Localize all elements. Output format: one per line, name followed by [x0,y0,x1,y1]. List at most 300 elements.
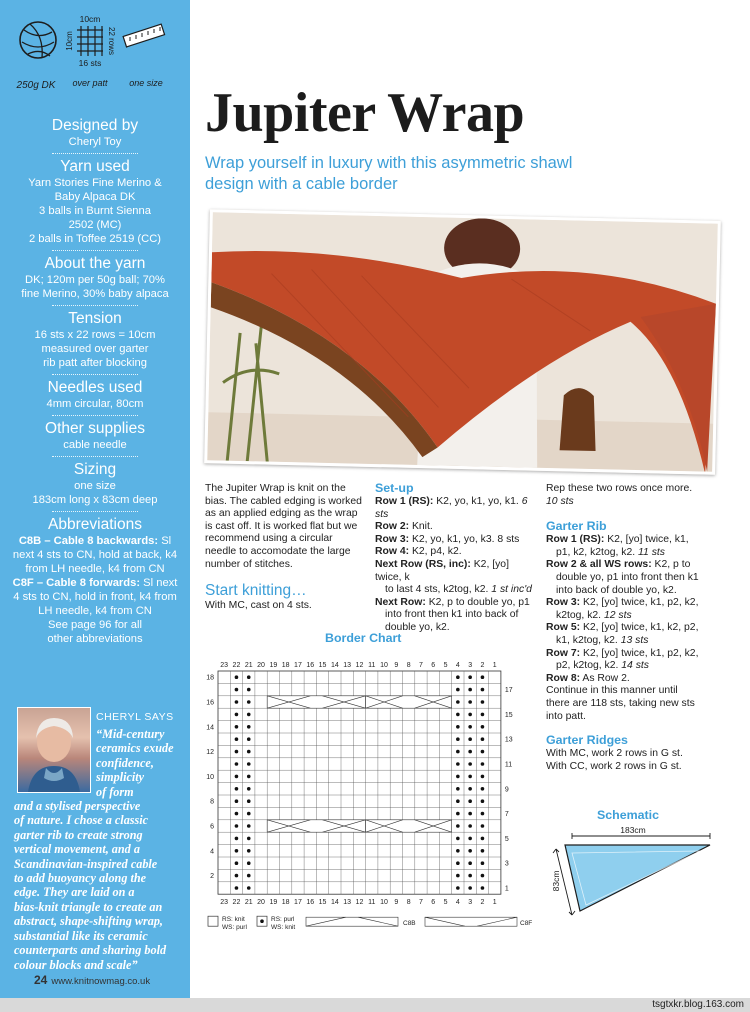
schematic-title: Schematic [597,808,659,822]
setup-next-row-2 [375,597,533,635]
row-label: 10 [206,773,214,781]
border-chart-title: Border Chart [325,631,402,645]
purl-dot [247,799,251,803]
row-note: 14 sts [621,660,650,672]
schematic-width-label: 183cm [620,825,646,835]
credit-text: tsgtxkr.blog.163.com [652,999,744,1010]
gr-row-7 [546,648,736,673]
row-note: 1 st inc'd [491,584,532,596]
row-label: 7 [504,811,509,819]
yarn-used-line: Yarn Stories Fine Merino & [28,177,162,189]
designer-name: Cheryl Toy [68,136,122,148]
sizing-line: 183cm long x 83cm deep [32,494,158,506]
yarn-used-heading: Yarn used [60,158,130,175]
row-label: 9 [504,786,509,794]
purl-dot [481,886,485,890]
purl-dot [481,688,485,692]
purl-dot [235,787,239,791]
purl-dot [468,750,472,754]
purl-dot [456,725,460,729]
cable-cell [267,696,365,708]
tension-heading: Tension [68,310,122,327]
purl-dot [247,837,251,841]
purl-dot [235,874,239,878]
tension-left-label: 10cm [65,31,74,51]
sizing-heading: Sizing [73,461,117,478]
legend-c8f: C8F [520,920,533,928]
purl-dot [468,700,472,704]
purl-dot [235,675,239,679]
row-text: K2, yo, k1, yo, k3. 8 sts [411,533,520,545]
cheryl-says-label: CHERYL SAYS [96,711,174,723]
size-label: one size [129,78,163,88]
abbr-c8f-text: Sl next 4 sts to CN, hold in front, k4 from LH needle, k4 from CN [13,577,178,617]
row-label: 4 [210,848,214,856]
quote-line: abstract, shape-shifting wrap, [14,914,163,929]
col-label: 4 [455,899,460,907]
row-label: 3 [504,860,509,868]
rep-line: Rep these two rows once more. [546,483,693,494]
row-text: into back of double yo, k2. [556,584,677,596]
col-label: 4 [455,662,460,669]
purl-dot [235,824,239,828]
designer-quote [14,727,186,972]
purl-dot [247,849,251,853]
continue-line: there are 118 sts, taking new sts [546,697,695,709]
row-text: K2, p to double yo, p1 [428,596,530,608]
needles-heading: Needles used [47,379,143,396]
purl-dot [235,799,239,803]
row-label: 13 [504,736,513,744]
purl-dot [481,737,485,741]
col-label: 20 [257,662,265,669]
legend-ws-purl: WS: purl [222,924,247,932]
purl-dot [481,775,485,779]
pattern-info-icons [0,0,190,110]
setup-heading: Set-up [375,481,414,495]
purl-dot [235,861,239,865]
col-label: 12 [355,899,364,907]
purl-dot [468,886,472,890]
col-label: 10 [380,662,388,669]
row-label: Row 1 (RS): [375,496,434,507]
abbreviations-heading: Abbreviations [48,516,142,533]
purl-dot [456,762,460,766]
col-label: 23 [220,662,229,669]
row-label: Row 5: [546,622,581,634]
schematic-diagram [550,823,730,923]
divider [52,374,138,375]
purl-dot [456,750,460,754]
rep-text [546,483,736,508]
row-label: Next Row (RS, inc): [375,558,471,570]
purl-dot [468,713,472,717]
row-text: As Row 2. [582,672,630,684]
abbr-c8b-term: C8B – Cable 8 backwards: [18,535,159,547]
divider [52,415,138,416]
purl-dot [456,787,460,791]
purl-dot [456,812,460,816]
row-text: p1, k2, k2tog, k2. [556,546,636,558]
tension-right-label: 22 rows [107,26,116,56]
abbr-c8f [0,576,190,618]
legend-purl-dot [260,919,264,923]
col-label: 21 [244,662,253,669]
purl-dot [456,700,460,704]
col-label: 20 [257,899,265,907]
legend-rs-knit: RS: knit [222,916,245,924]
col-label: 7 [418,662,423,669]
divider [52,250,138,251]
yarn-used-line: Baby Alpaca DK [54,191,136,203]
quote-line: and a stylised perspective [14,799,141,814]
rep-note: 10 sts [546,495,574,507]
quote-line: of form [96,784,134,799]
row-label: 11 [504,761,513,769]
purl-dot [247,886,251,890]
page-title: Jupiter Wrap [205,82,525,144]
purl-dot [481,837,485,841]
col-label: 22 [232,899,241,907]
continue-line: into patt. [546,710,586,722]
purl-dot [468,861,472,865]
purl-dot [235,886,239,890]
needles-text: 4mm circular, 80cm [46,398,144,410]
purl-dot [247,787,251,791]
purl-dot [456,688,460,692]
start-knitting-heading: Start knitting… [205,582,307,600]
yarn-used-line: 2502 (MC) [68,219,122,231]
quote-line: bias-knit triangle to create an [14,899,163,914]
col-label: 13 [343,899,352,907]
purl-dot [481,787,485,791]
row-label: Row 1 (RS): [546,534,605,546]
purl-dot [247,824,251,828]
purl-dot [468,688,472,692]
purl-dot [481,824,485,828]
row-text: K2, [yo] twice, k1, p2, k2, [582,647,699,659]
purl-dot [247,737,251,741]
col-label: 22 [232,662,241,669]
row-text: K2, [yo] twice, k [375,558,509,583]
col-label: 19 [269,662,278,669]
hero-photo [204,209,721,475]
purl-dot [456,775,460,779]
legend-ws-knit: WS: knit [271,924,296,932]
purl-dot [468,675,472,679]
row-label: Row 2: [375,521,410,533]
legend-c8f-box [425,917,517,926]
col-label: 5 [443,899,448,907]
garter-rib-heading: Garter Rib [546,519,607,534]
setup-row-3 [375,534,533,547]
about-yarn-line: DK; 120m per 50g ball; 70% [25,274,165,286]
purl-dot [247,713,251,717]
row-cont [375,584,533,597]
purl-dot [481,750,485,754]
row-text: double yo, k2. [385,621,450,633]
intro-text: The Jupiter Wrap is knit on the bias. The cabled edging is worked as an applied edging as the wrap is cast off. It is worked flat but we recommend using a circular needle to accomodate the large number of stitches. [205,483,362,570]
start-knitting-text: With MC, cast on 4 sts. [205,600,312,612]
quote-line: to add buoyancy along the [14,871,147,886]
row-label: 8 [210,798,214,806]
row-text: K2, [yo] twice, k1, p2, k2, [582,597,699,609]
quote-line: edge. They are laid on a [14,885,135,900]
purl-dot [481,700,485,704]
row-note: 12 sts [603,609,632,621]
divider [52,456,138,457]
col-label: 8 [406,899,411,907]
cable-cell [366,696,452,708]
row-text: K2, p to [654,559,691,571]
quote-line: counterparts and sharing bold [14,943,167,958]
row-note: 6 sts [375,496,528,520]
row-label: 1 [504,885,509,893]
col-label: 6 [431,662,436,669]
purl-dot [247,675,251,679]
yarn-ball-icon [20,22,56,58]
purl-dot [481,812,485,816]
info-sidebar [0,0,190,998]
divider [52,153,138,154]
purl-dot [481,725,485,729]
row-label: 15 [504,711,513,719]
tension-bottom-label: 16 sts [78,58,102,68]
quote-line: colour blocks and scale” [14,957,138,972]
quote-line: vertical movement, and a [14,842,140,857]
row-label: Row 8: [546,672,581,684]
row-label: 18 [206,674,214,682]
purl-dot [481,849,485,853]
col-label: 9 [394,899,399,907]
purl-dot [456,861,460,865]
purl-dot [247,762,251,766]
col-label: 9 [394,662,399,669]
purl-dot [468,787,472,791]
col-label: 23 [220,899,229,907]
setup-row-4 [375,546,533,559]
row-text: K2, yo, k1, yo, k1. [436,496,519,507]
setup-row-1 [375,496,533,521]
col-label: 7 [418,899,423,907]
row-text: double yo, p1 into front then k1 [556,571,699,583]
col-label: 2 [480,899,485,907]
row-label: Row 4: [375,546,410,558]
setup-next-row [375,559,533,597]
purl-dot [235,775,239,779]
row-label: Row 2 & all WS rows: [546,559,652,571]
row-label: Row 3: [375,533,410,545]
row-text: k1, k2tog, k2. [556,634,618,646]
row-label: 14 [206,724,214,732]
purl-dot [247,861,251,865]
col-label: 14 [330,899,339,907]
purl-dot [456,886,460,890]
quote-line: substantial like its ceramic [14,928,148,943]
col-label: 2 [480,662,485,669]
purl-dot [468,799,472,803]
setup-column [375,481,533,635]
purl-dot [456,874,460,878]
legend-rs-purl: RS: purl [271,916,295,924]
row-label: 2 [210,873,214,881]
footer-url[interactable]: www.knitnowmag.co.uk [51,976,151,987]
purl-dot [468,737,472,741]
purl-dot [235,725,239,729]
purl-dot [247,812,251,816]
setup-row-2 [375,521,533,534]
row-label: 12 [206,749,214,757]
row-label: Next Row: [375,596,426,608]
border-chart [203,652,533,942]
gr-row-1 [546,534,736,559]
row-label: 5 [504,835,509,843]
purl-dot [235,737,239,741]
credit-bar [0,998,750,1012]
purl-dot [468,775,472,779]
legend-knit-box [208,916,218,926]
wrap-photo-illustration [207,212,717,471]
col-label: 15 [318,662,327,669]
col-label: 12 [355,662,364,669]
row-text: K2, [yo] twice, k1, [607,534,689,546]
purl-dot [481,799,485,803]
other-supplies-text: cable needle [63,439,127,451]
purl-dot [468,874,472,878]
purl-dot [456,675,460,679]
yarn-used-line: 3 balls in Burnt Sienna [39,205,151,217]
col-label: 18 [281,662,290,669]
tape-measure-icon [123,24,164,47]
purl-dot [235,713,239,717]
purl-dot [235,837,239,841]
col-label: 14 [330,662,339,669]
purl-dot [456,837,460,841]
purl-dot [247,688,251,692]
quote-line: garter rib to create strong [14,827,143,842]
schematic-triangle [565,845,710,911]
tension-line: measured over garter [41,343,149,355]
garter-column [546,483,736,773]
purl-dot [456,737,460,741]
purl-dot [247,750,251,754]
row-note: 11 sts [638,546,665,558]
abbr-c8f-term: C8F – Cable 8 forwards: [12,577,141,589]
ridges-line: With MC, work 2 rows in G st. [546,748,683,760]
row-label: 6 [210,823,214,831]
tension-line: 16 sts x 22 rows = 10cm [34,329,156,341]
col-label: 1 [492,899,497,907]
abbr-more: See page 96 for all other abbreviations [47,619,143,645]
col-label: 3 [468,899,473,907]
purl-dot [247,725,251,729]
legend-c8b-box [306,917,398,926]
page-subtitle: Wrap yourself in luxury with this asymmetric shawl design with a cable border [205,154,573,193]
col-label: 13 [343,662,352,669]
purl-dot [235,762,239,766]
abbr-c8b [0,534,190,576]
gr-row-8 [546,673,736,686]
tension-patt-label: over patt [72,78,108,88]
row-text: K2, [yo] twice, k1, k2, p2, [582,622,699,634]
purl-dot [481,713,485,717]
row-text: to last 4 sts, k2tog, k2. [385,584,489,596]
row-label: Row 3: [546,597,581,609]
row-text: Knit. [411,521,433,533]
purl-dot [235,700,239,704]
purl-dot [456,849,460,853]
designed-by-heading: Designed by [51,117,139,134]
col-label: 6 [431,899,436,907]
cable-cell [366,820,452,832]
purl-dot [247,775,251,779]
page-number: 24 [34,973,48,987]
purl-dot [235,812,239,816]
designed-by-section [0,116,190,646]
col-label: 5 [443,662,448,669]
purl-dot [235,750,239,754]
quote-line: Scandinavian-inspired cable [14,856,158,871]
purl-dot [468,837,472,841]
col-label: 15 [318,899,327,907]
tension-line: rib patt after blocking [43,357,147,369]
purl-dot [456,713,460,717]
purl-dot [468,849,472,853]
quote-line: simplicity [96,770,145,785]
page-footer [34,973,150,987]
row-label: 16 [206,699,214,707]
about-yarn-heading: About the yarn [44,255,146,272]
col-label: 17 [294,662,302,669]
purl-dot [456,799,460,803]
purl-dot [456,824,460,828]
purl-dot [468,725,472,729]
row-text: K2, p4, k2. [411,546,462,558]
yarn-weight-label: 250g DK [16,80,56,91]
col-label: 11 [368,899,376,907]
row-label: 17 [504,687,513,695]
purl-dot [481,762,485,766]
col-label: 17 [294,899,302,907]
row-text: p2, k2tog, k2. [556,660,619,672]
quote-line: of nature. I chose a classic [14,813,149,828]
row-note: 13 sts [620,634,649,646]
divider [52,511,138,512]
col-label: 1 [492,662,497,669]
ridges-line: With CC, work 2 rows in G st. [546,760,682,772]
yarn-used-line: 2 balls in Toffee 2519 (CC) [28,233,162,245]
purl-dot [235,849,239,853]
gr-row-3 [546,597,736,622]
col-label: 16 [306,662,315,669]
quote-line: ceramics exude [96,741,174,756]
tension-grid-icon [77,26,103,56]
purl-dot [235,688,239,692]
other-supplies-heading: Other supplies [45,420,145,437]
quote-line: confidence, [96,755,154,770]
purl-dot [247,700,251,704]
sizing-line: one size [74,480,116,492]
purl-dot [481,675,485,679]
schematic-depth-label: 83cm [551,870,561,892]
cable-cell [267,820,365,832]
purl-dot [468,812,472,816]
col-label: 11 [368,662,376,669]
abbr-c8b-text: Sl next 4 sts to CN, hold at back, k4 from LH needle, k4 from CN [12,535,178,575]
purl-dot [481,861,485,865]
about-yarn-line: fine Merino, 30% baby alpaca [21,288,169,300]
garter-ridges-heading: Garter Ridges [546,733,628,748]
